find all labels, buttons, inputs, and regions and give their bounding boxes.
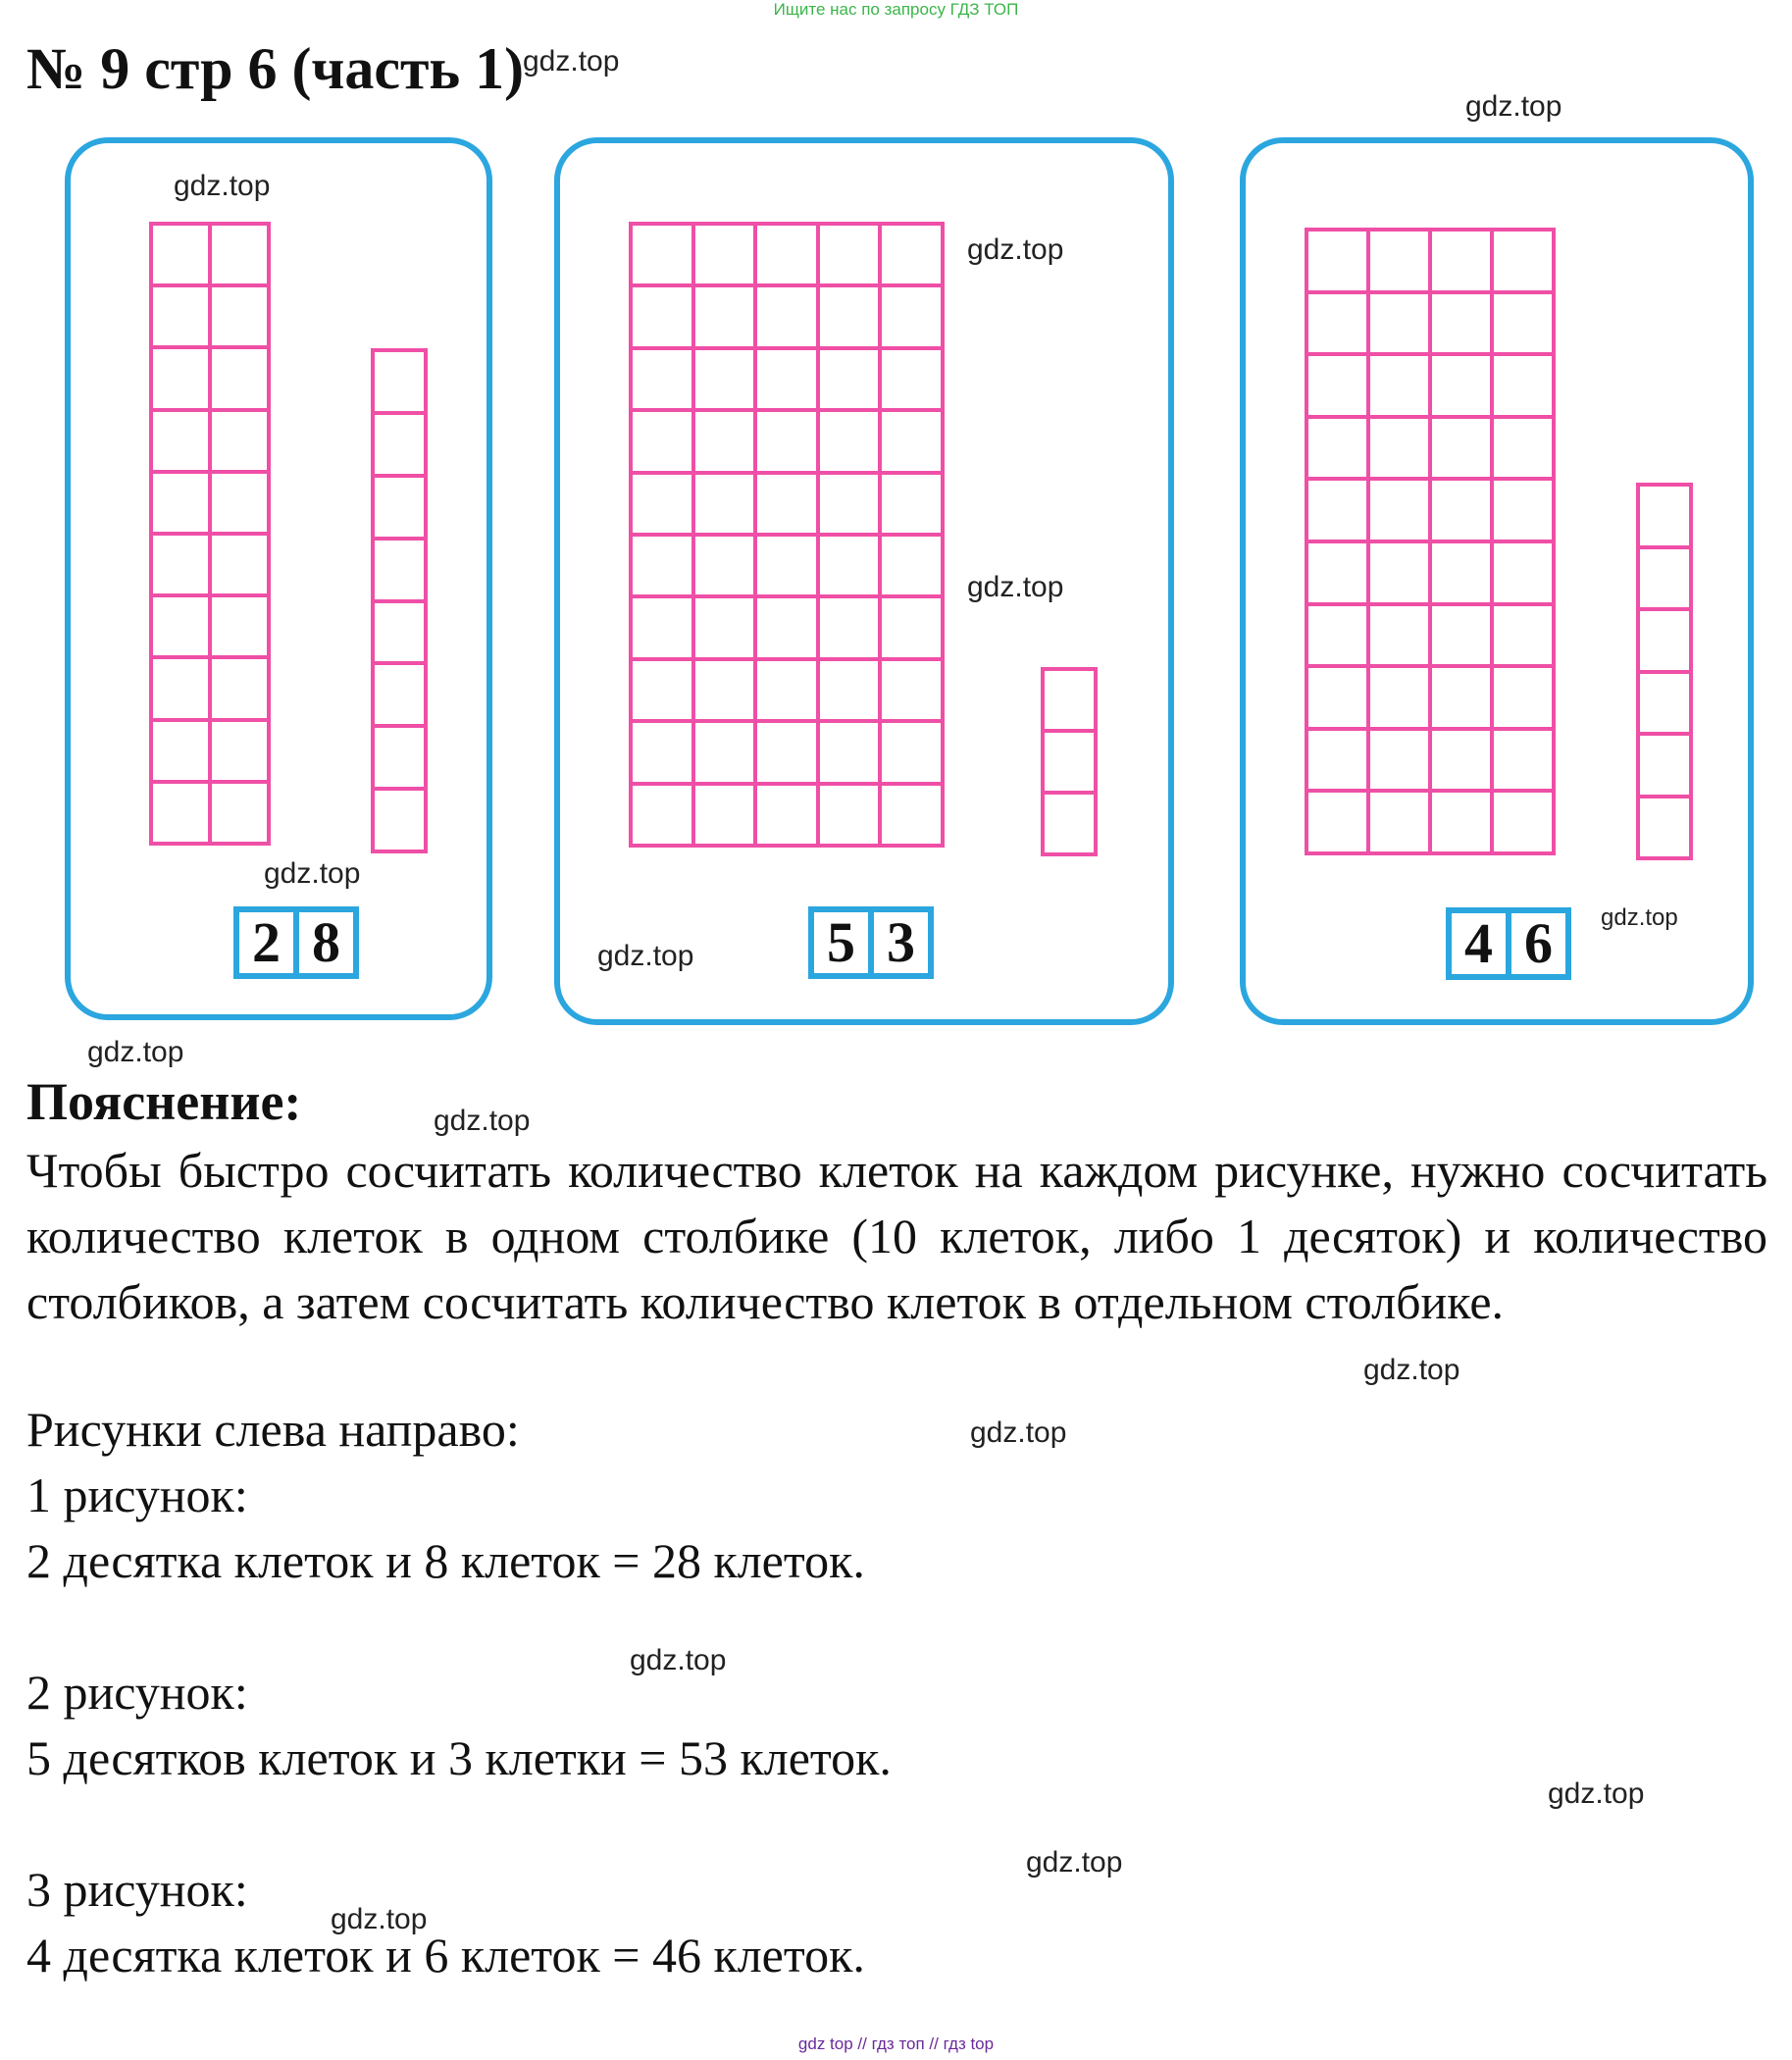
grid-cell — [880, 721, 943, 783]
grid-cell — [755, 596, 818, 658]
grid-cell — [693, 596, 756, 658]
grid-cell — [151, 347, 210, 409]
grid-cell — [631, 473, 693, 535]
grid-cell — [1306, 292, 1368, 355]
grid-cell — [210, 657, 269, 719]
footer-note: gdz top // гдз топ // гдз top — [797, 2034, 995, 2053]
watermark: gdz.top — [264, 857, 361, 890]
grid-cell — [818, 348, 881, 410]
grid-cell — [151, 410, 210, 472]
grid-cell — [210, 720, 269, 782]
grid-cell — [1492, 230, 1554, 292]
number-box-3 — [1446, 907, 1571, 980]
grid-cell — [1368, 354, 1430, 417]
grid-cell — [1638, 797, 1691, 859]
grid-cell — [1306, 230, 1368, 292]
grid-cell — [755, 721, 818, 783]
digit-ones: 3 — [871, 909, 931, 976]
grid-cell — [1306, 666, 1368, 729]
grid-cell — [373, 726, 426, 789]
item-1-text: 2 десятка клеток и 8 клеток = 28 клеток. — [26, 1533, 865, 1588]
grid-cell — [1306, 354, 1368, 417]
ones-column-1 — [371, 348, 428, 853]
watermark: gdz.top — [174, 170, 271, 202]
grid-cell — [210, 285, 269, 347]
grid-cell — [880, 348, 943, 410]
grid-cell — [818, 784, 881, 846]
watermark: gdz.top — [630, 1644, 727, 1676]
grid-cell — [631, 224, 693, 285]
grid-cell — [1306, 604, 1368, 667]
grid-cell — [1306, 417, 1368, 480]
grid-cell — [818, 596, 881, 658]
grid-cell — [210, 534, 269, 595]
grid-cell — [1492, 604, 1554, 667]
grid-cell — [1492, 479, 1554, 541]
grid-cell — [210, 595, 269, 657]
grid-cell — [1430, 666, 1492, 729]
grid-cell — [755, 348, 818, 410]
grid-cell — [1368, 729, 1430, 792]
grid-cell — [818, 224, 881, 285]
grid-cell — [1306, 791, 1368, 853]
digit-ones: 8 — [296, 909, 356, 976]
grid-cell — [818, 659, 881, 721]
grid-cell — [1368, 791, 1430, 853]
grid-cell — [693, 535, 756, 596]
grid-cell — [1492, 292, 1554, 355]
grid-cell — [693, 285, 756, 347]
grid-cell — [818, 410, 881, 472]
grid-cell — [373, 789, 426, 851]
grid-cell — [880, 784, 943, 846]
grid-cell — [693, 348, 756, 410]
grid-cell — [693, 473, 756, 535]
grid-cell — [151, 782, 210, 844]
grid-cell — [1430, 791, 1492, 853]
item-1-label: 1 рисунок: — [26, 1468, 248, 1522]
grid-cell — [1368, 417, 1430, 480]
item-3-label: 3 рисунок: — [26, 1862, 248, 1917]
grid-cell — [210, 410, 269, 472]
digit-tens: 5 — [811, 909, 871, 976]
item-2-label: 2 рисунок: — [26, 1665, 248, 1720]
grid-cell — [755, 473, 818, 535]
item-3-text: 4 десятка клеток и 6 клеток = 46 клеток. — [26, 1928, 865, 1983]
grid-cell — [1368, 292, 1430, 355]
grid-cell — [693, 659, 756, 721]
number-box-1 — [233, 906, 359, 979]
grid-cell — [1492, 541, 1554, 604]
grid-cell — [818, 285, 881, 347]
watermark: gdz.top — [1363, 1354, 1460, 1386]
grid-cell — [755, 224, 818, 285]
grid-cell — [693, 224, 756, 285]
grid-cell — [151, 720, 210, 782]
grid-cell — [151, 285, 210, 347]
watermark: gdz.top — [87, 1036, 184, 1068]
grid-cell — [1430, 541, 1492, 604]
grid-cell — [210, 224, 269, 285]
watermark: gdz.top — [523, 45, 620, 77]
grid-cell — [631, 784, 693, 846]
grid-cell — [755, 285, 818, 347]
grid-cell — [1430, 604, 1492, 667]
grid-cell — [1043, 731, 1096, 793]
tens-grid-2 — [629, 222, 945, 848]
grid-cell — [1368, 666, 1430, 729]
grid-cell — [818, 535, 881, 596]
grid-cell — [1430, 230, 1492, 292]
watermark: gdz.top — [970, 1416, 1067, 1449]
explanation-paragraph: Чтобы быстро сосчитать количество клеток на каждом рисунке, нужно сосчитать количество клеток в одном столбике (10 клеток, либо 1 десяток) и количество столбиков, а затем сосчитать количество клеток в отдельном столбике. — [26, 1143, 1767, 1329]
grid-cell — [1368, 604, 1430, 667]
grid-cell — [631, 659, 693, 721]
page-title: № 9 стр 6 (часть 1) — [26, 36, 525, 101]
grid-cell — [1492, 666, 1554, 729]
grid-cell — [880, 535, 943, 596]
grid-cell — [151, 472, 210, 534]
item-2-text: 5 десятков клеток и 3 клетки = 53 клеток. — [26, 1730, 892, 1785]
tens-grid-1 — [149, 222, 271, 846]
grid-cell — [880, 410, 943, 472]
grid-cell — [880, 473, 943, 535]
grid-cell — [818, 721, 881, 783]
grid-cell — [1368, 479, 1430, 541]
grid-cell — [373, 476, 426, 539]
watermark: gdz.top — [967, 571, 1064, 603]
grid-cell — [880, 285, 943, 347]
watermark: gdz.top — [1601, 904, 1678, 931]
grid-cell — [1492, 729, 1554, 792]
grid-cell — [1430, 729, 1492, 792]
grid-cell — [755, 410, 818, 472]
grid-cell — [1430, 354, 1492, 417]
grid-cell — [631, 410, 693, 472]
grid-cell — [151, 657, 210, 719]
watermark: gdz.top — [331, 1903, 428, 1935]
number-box-2 — [808, 906, 934, 979]
grid-cell — [1430, 417, 1492, 480]
explanation-heading: Пояснение: — [26, 1072, 302, 1131]
top-note: Ищите нас по запросу ГДЗ ТОП — [773, 0, 1019, 19]
grid-cell — [1638, 734, 1691, 797]
grid-cell — [1638, 672, 1691, 735]
grid-cell — [631, 596, 693, 658]
grid-cell — [880, 596, 943, 658]
ones-column-2 — [1041, 667, 1098, 856]
grid-cell — [373, 663, 426, 726]
grid-cell — [210, 472, 269, 534]
digit-tens: 2 — [236, 909, 296, 976]
grid-cell — [373, 413, 426, 476]
ones-column-3 — [1636, 483, 1693, 860]
grid-cell — [631, 285, 693, 347]
grid-cell — [631, 721, 693, 783]
grid-cell — [631, 348, 693, 410]
grid-cell — [1638, 485, 1691, 547]
watermark: gdz.top — [1465, 90, 1562, 123]
grid-cell — [1306, 541, 1368, 604]
grid-cell — [1043, 793, 1096, 854]
digit-ones: 6 — [1509, 910, 1568, 977]
grid-cell — [1430, 292, 1492, 355]
grid-cell — [1638, 609, 1691, 672]
grid-cell — [373, 350, 426, 413]
watermark: gdz.top — [967, 233, 1064, 266]
grid-cell — [1492, 791, 1554, 853]
grid-cell — [151, 224, 210, 285]
grid-cell — [755, 784, 818, 846]
grid-cell — [210, 782, 269, 844]
grid-cell — [1430, 479, 1492, 541]
watermark: gdz.top — [1548, 1777, 1645, 1810]
order-line: Рисунки слева направо: — [26, 1402, 520, 1457]
grid-cell — [1492, 417, 1554, 480]
grid-cell — [1306, 479, 1368, 541]
grid-cell — [880, 659, 943, 721]
grid-cell — [151, 534, 210, 595]
grid-cell — [818, 473, 881, 535]
grid-cell — [1492, 354, 1554, 417]
grid-cell — [755, 535, 818, 596]
grid-cell — [151, 595, 210, 657]
grid-cell — [373, 601, 426, 664]
grid-cell — [1043, 669, 1096, 731]
watermark: gdz.top — [434, 1105, 531, 1137]
grid-cell — [1306, 729, 1368, 792]
grid-cell — [693, 784, 756, 846]
grid-cell — [373, 539, 426, 601]
grid-cell — [693, 721, 756, 783]
grid-cell — [880, 224, 943, 285]
grid-cell — [693, 410, 756, 472]
grid-cell — [1638, 547, 1691, 610]
grid-cell — [755, 659, 818, 721]
tens-grid-3 — [1305, 228, 1556, 855]
digit-tens: 4 — [1449, 910, 1509, 977]
grid-cell — [1368, 230, 1430, 292]
watermark: gdz.top — [597, 940, 694, 972]
grid-cell — [1368, 541, 1430, 604]
watermark: gdz.top — [1026, 1846, 1123, 1879]
grid-cell — [631, 535, 693, 596]
grid-cell — [210, 347, 269, 409]
